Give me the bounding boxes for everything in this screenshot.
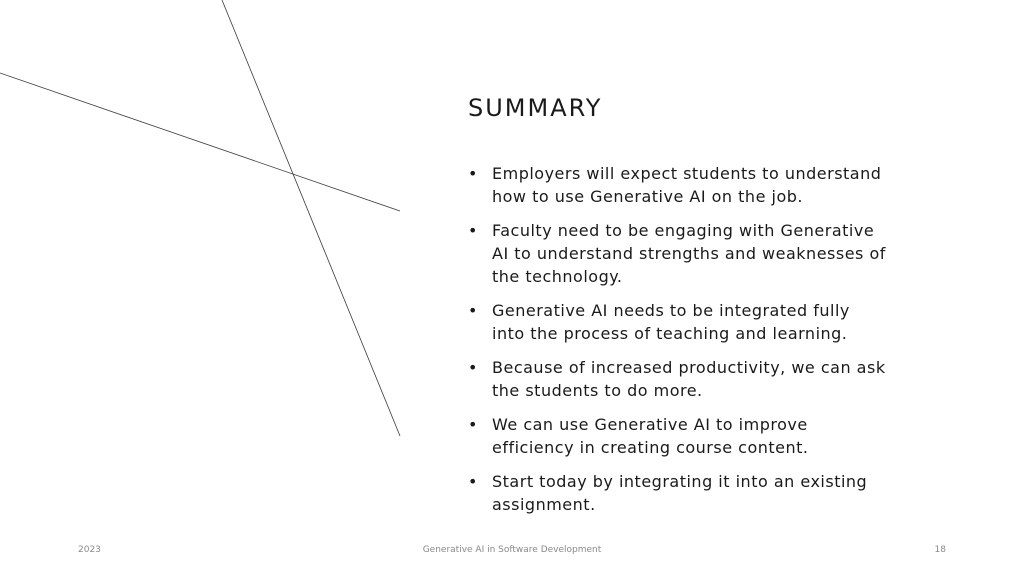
bullet-list bbox=[468, 162, 888, 527]
footer-title-text: Generative AI in Software Development bbox=[422, 545, 602, 555]
decorative-line-shallow bbox=[0, 73, 400, 211]
footer-presentation-title bbox=[0, 544, 1024, 556]
footer-page-number: 18 bbox=[934, 545, 946, 555]
bullet-item: • Faculty need to be engaging with Generative AI to understand strengths and weaknesses of the technology. bbox=[468, 219, 888, 288]
bullet-item: • We can use Generative AI to improve efficiency in creating course content. bbox=[468, 413, 888, 459]
bullet-item: • Because of increased productivity, we can ask the students to do more. bbox=[468, 356, 888, 402]
footer-year: 2023 bbox=[78, 545, 101, 555]
bullet-item: • Start today by integrating it into an existing assignment. bbox=[468, 470, 888, 516]
bullet-item: • Employers will expect students to understand how to use Generative AI on the job. bbox=[468, 162, 888, 208]
decorative-lines bbox=[0, 0, 420, 450]
decorative-line-steep bbox=[222, 0, 400, 436]
bullet-item: • Generative AI needs to be integrated fully into the process of teaching and learning. bbox=[468, 299, 888, 345]
slide-title: SUMMARY bbox=[468, 94, 603, 122]
